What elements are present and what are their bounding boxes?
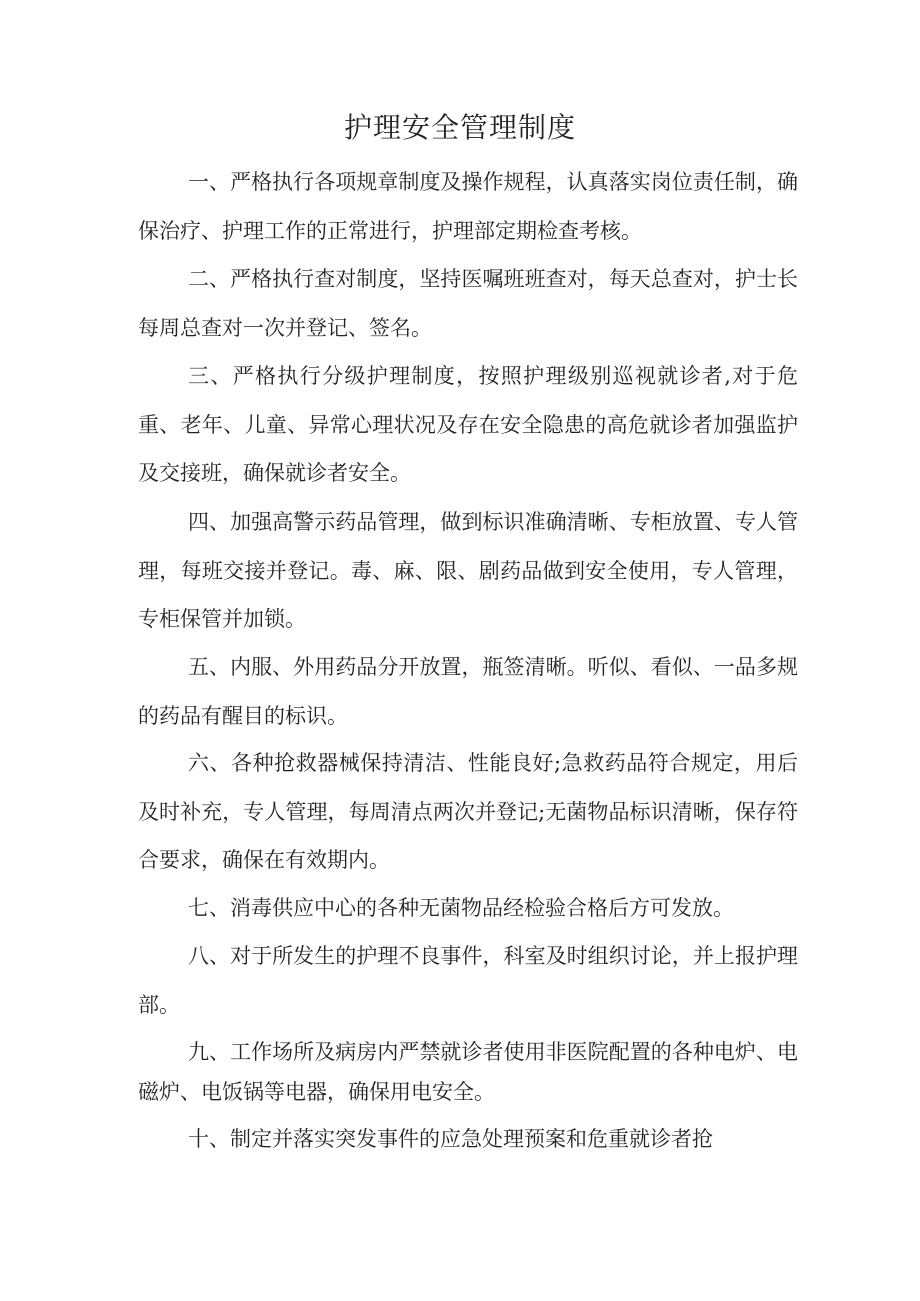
paragraph-10: 十、制定并落实突发事件的应急处理预案和危重就诊者抢 bbox=[188, 1127, 713, 1151]
paragraph-9: 九、工作场所及病房内严禁就诊者使用非医院配置的各种电炉、电磁炉、电饭锅等电器，确保用电安全。 bbox=[138, 1040, 798, 1104]
paragraph-6: 六、各种抢救器械保持清洁、性能良好;急救药品符合规定，用后及时补充，专人管理，每周清点两次并登记;无菌物品标识清晰，保存符合要求，确保在有效期内。 bbox=[138, 751, 798, 872]
paragraph-8: 八、对于所发生的护理不良事件，科室及时组织讨论，并上报护理部。 bbox=[138, 944, 798, 1017]
paragraph-1: 一、严格执行各项规章制度及操作规程，认真落实岗位责任制，确保治疗、护理工作的正常进行，护理部定期检查考核。 bbox=[138, 170, 798, 243]
paragraph-7: 七、消毒供应中心的各种无菌物品经检验合格后方可发放。 bbox=[188, 896, 734, 920]
paragraph-4: 四、加强高警示药品管理，做到标识准确清晰、专柜放置、专人管理，每班交接并登记。毒、麻、限、剧药品做到安全使用，专人管理，专柜保管并加锁。 bbox=[138, 510, 798, 631]
document-title: 护理安全管理制度 bbox=[343, 111, 576, 144]
paragraph-5: 五、内服、外用药品分开放置，瓶签清晰。听似、看似、一品多规的药品有醒目的标识。 bbox=[138, 655, 798, 728]
paragraph-2: 二、严格执行查对制度，坚持医嘱班班查对，每天总查对，护士长每周总查对一次并登记、签名。 bbox=[138, 267, 798, 340]
paragraph-3: 三、严格执行分级护理制度，按照护理级别巡视就诊者,对于危重、老年、儿童、异常心理状况及存在安全隐患的高危就诊者加强监护及交接班，确保就诊者安全。 bbox=[138, 364, 798, 485]
